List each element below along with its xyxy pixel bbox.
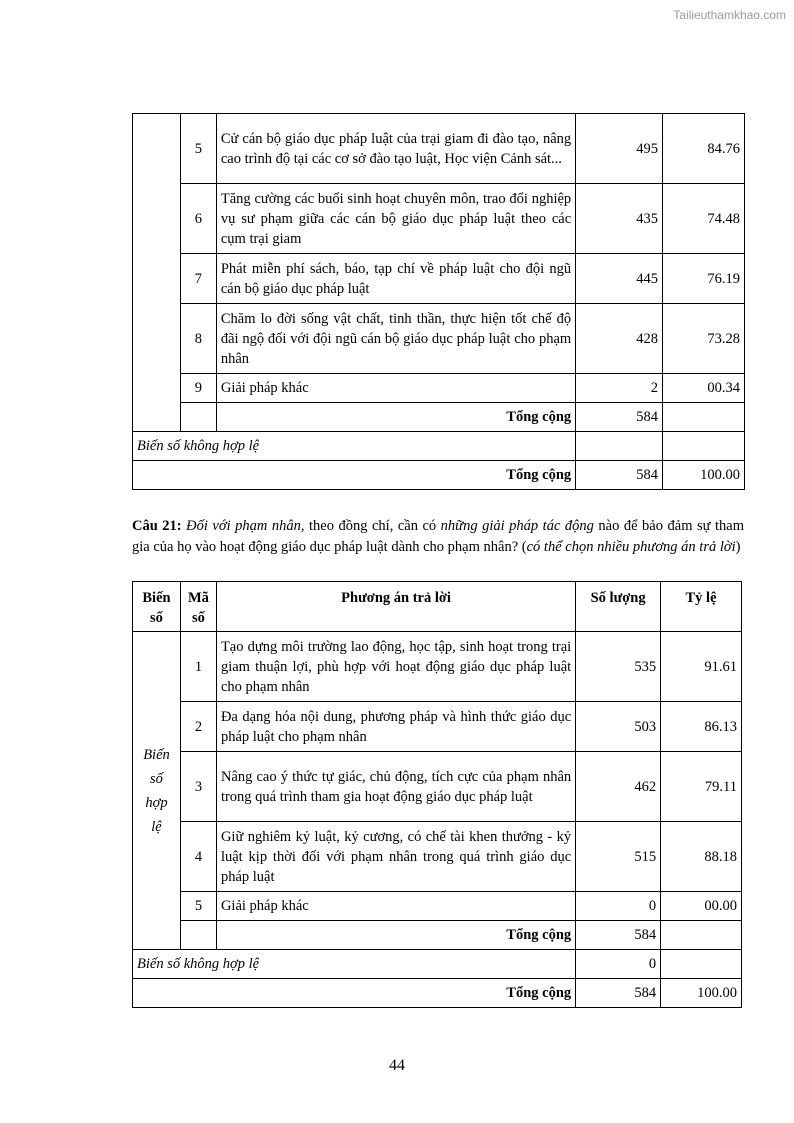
row-rate: 00.34	[663, 374, 745, 403]
row-code: 7	[180, 254, 216, 304]
row-text: Tăng cường các buổi sinh hoạt chuyên môn, trao đổi nghiệp vụ sư phạm giữa các cán bộ giáo dục pháp luật theo các cụm trại giam	[216, 184, 575, 254]
solutions-table-continued	[132, 113, 745, 490]
row-rate: 79.11	[661, 752, 742, 822]
table-row	[133, 184, 745, 254]
row-code: 1	[180, 632, 216, 702]
row-code: 9	[180, 374, 216, 403]
subtotal-label: Tổng cộng	[216, 403, 575, 432]
total-rate: 100.00	[661, 979, 742, 1008]
row-count: 495	[576, 114, 663, 184]
invalid-label: Biến số không hợp lệ	[133, 432, 576, 461]
empty-cell	[663, 432, 745, 461]
row-code: 3	[180, 752, 216, 822]
row-text: Cử cán bộ giáo dục pháp luật của trại giam đi đào tạo, nâng cao trình độ tại các cơ sở đào tạo luật, Học viện Cảnh sát...	[216, 114, 575, 184]
table-row	[133, 632, 742, 702]
row-rate: 84.76	[663, 114, 745, 184]
total-label: Tổng cộng	[133, 979, 576, 1008]
total-row	[133, 461, 745, 490]
invalid-label: Biến số không hợp lệ	[133, 950, 576, 979]
row-count: 428	[576, 304, 663, 374]
table-row	[133, 892, 742, 921]
row-code: 2	[180, 702, 216, 752]
subtotal-count: 584	[576, 403, 663, 432]
row-code: 8	[180, 304, 216, 374]
row-count: 503	[576, 702, 661, 752]
total-label: Tổng cộng	[133, 461, 576, 490]
table-row	[133, 254, 745, 304]
question-part4: nào để bảo đảm sự tham gia của họ vào hoạt động giáo dục pháp luật dành cho phạm nhân? (	[132, 518, 744, 555]
header-code: Mã số	[180, 582, 216, 632]
row-text: Giải pháp khác	[216, 374, 575, 403]
total-rate: 100.00	[663, 461, 745, 490]
row-text: Chăm lo đời sống vật chất, tinh thần, thực hiện tốt chế độ đãi ngộ đối với đội ngũ cán bộ giáo dục pháp luật cho phạm nhân	[216, 304, 575, 374]
row-rate: 88.18	[661, 822, 742, 892]
table-row	[133, 822, 742, 892]
question-label: Câu 21:	[132, 518, 182, 534]
row-code: 5	[180, 892, 216, 921]
header-rate: Tỷ lệ	[661, 582, 742, 632]
row-rate: 76.19	[663, 254, 745, 304]
empty-cell	[661, 950, 742, 979]
subtotal-row	[133, 921, 742, 950]
header-variable: Biến số	[133, 582, 181, 632]
empty-cell	[180, 403, 216, 432]
total-count: 584	[576, 979, 661, 1008]
row-count: 445	[576, 254, 663, 304]
table-header-row	[133, 582, 742, 632]
empty-cell	[661, 921, 742, 950]
table-row	[133, 114, 745, 184]
valid-label-line: số	[150, 770, 163, 787]
header-answer: Phương án trả lời	[216, 582, 575, 632]
row-count: 515	[576, 822, 661, 892]
subtotal-label: Tổng cộng	[216, 921, 575, 950]
question-part2: , theo đồng chí, cần có	[300, 518, 441, 534]
valid-variable-cell	[133, 632, 181, 950]
table-row	[133, 752, 742, 822]
header-count: Số lượng	[576, 582, 661, 632]
table-row	[133, 304, 745, 374]
valid-label-line: Biến	[143, 746, 170, 763]
row-rate: 73.28	[663, 304, 745, 374]
empty-cell	[576, 432, 663, 461]
row-text: Tạo dựng môi trường lao động, học tập, sinh hoạt trong trại giam thuận lợi, phù hợp với hoạt động giáo dục pháp luật cho phạm nhân	[216, 632, 575, 702]
valid-label-line: lệ	[151, 818, 162, 835]
row-text: Giữ nghiêm kỷ luật, kỷ cương, có chế tài khen thưởng - kỷ luật kịp thời đối với phạm nhân trong quá trình giáo dục pháp luật	[216, 822, 575, 892]
row-text: Đa dạng hóa nội dung, phương pháp và hình thức giáo dục pháp luật cho phạm nhân	[216, 702, 575, 752]
invalid-count: 0	[576, 950, 661, 979]
row-rate: 74.48	[663, 184, 745, 254]
row-code: 4	[180, 822, 216, 892]
row-count: 462	[576, 752, 661, 822]
empty-cell	[180, 921, 216, 950]
row-text: Giải pháp khác	[216, 892, 575, 921]
total-count: 584	[576, 461, 663, 490]
total-row	[133, 979, 742, 1008]
table-row	[133, 374, 745, 403]
row-rate: 86.13	[661, 702, 742, 752]
subtotal-count: 584	[576, 921, 661, 950]
row-count: 435	[576, 184, 663, 254]
row-rate: 91.61	[661, 632, 742, 702]
table-row	[133, 702, 742, 752]
page-number: 44	[389, 1057, 405, 1074]
valid-label-line: hợp	[145, 794, 168, 811]
row-text: Phát miễn phí sách, báo, tạp chí về pháp luật cho đội ngũ cán bộ giáo dục pháp luật	[216, 254, 575, 304]
invalid-row	[133, 432, 745, 461]
invalid-row	[133, 950, 742, 979]
subtotal-row	[133, 403, 745, 432]
question-part5: có thể chọn nhiều phương án trả lời	[526, 539, 736, 555]
empty-cell	[663, 403, 745, 432]
question-part1: Đối với phạm nhân	[186, 518, 301, 534]
row-count: 535	[576, 632, 661, 702]
question-part6: )	[735, 539, 741, 555]
row-count: 0	[576, 892, 661, 921]
row-code: 6	[180, 184, 216, 254]
watermark: Tailieuthamkhao.com	[673, 8, 786, 22]
variable-cell	[133, 114, 181, 432]
row-code: 5	[180, 114, 216, 184]
question-21	[132, 516, 744, 558]
prisoner-solutions-table	[132, 581, 742, 1008]
row-rate: 00.00	[661, 892, 742, 921]
question-part3: những giải pháp tác động	[440, 518, 594, 534]
row-text: Nâng cao ý thức tự giác, chủ động, tích cực của phạm nhân trong quá trình tham gia hoạt động giáo dục pháp luật	[216, 752, 575, 822]
row-count: 2	[576, 374, 663, 403]
